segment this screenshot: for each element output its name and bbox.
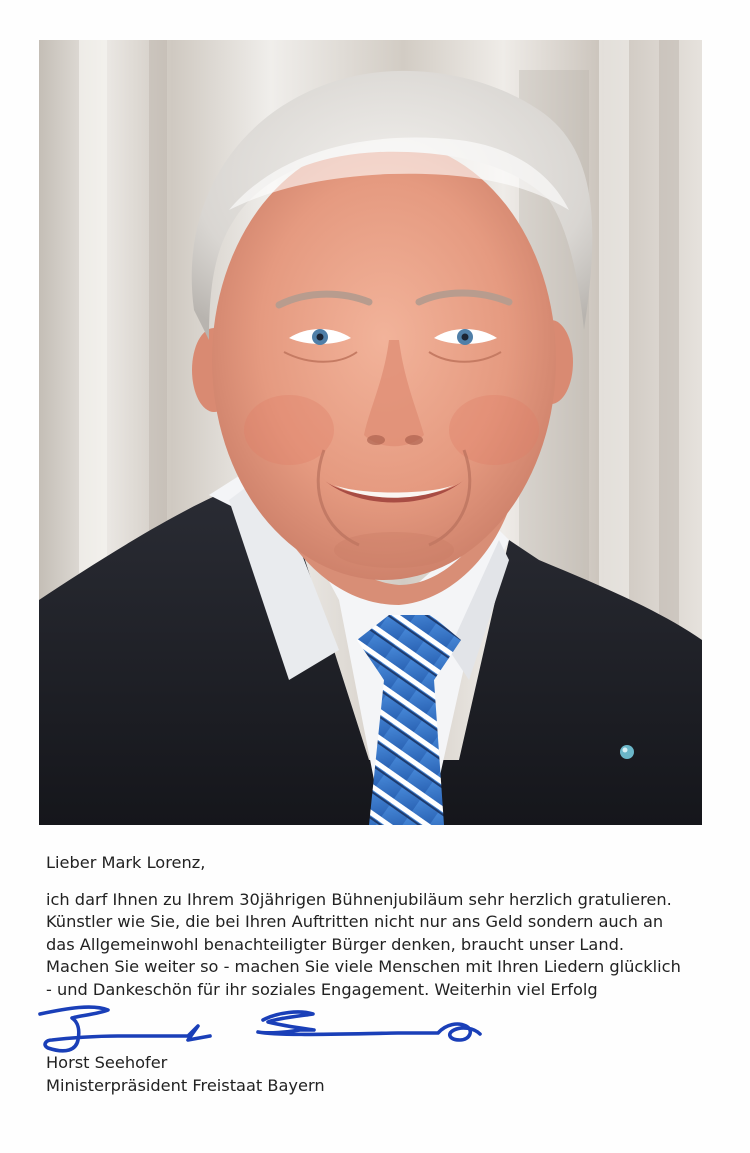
letter-body-line: Künstler wie Sie, die bei Ihren Auftritten nicht nur ans Geld sondern auch an bbox=[46, 912, 664, 931]
portrait-photo bbox=[39, 40, 702, 825]
portrait-illustration bbox=[39, 40, 702, 825]
handwritten-signature bbox=[38, 1000, 498, 1058]
letter-body-line: das Allgemeinwohl benachteiligter Bürger denken, braucht unser Land. bbox=[46, 934, 625, 954]
letter-body-line: - und Dankeschön für ihr soziales Engagement. Weiterhin viel Erfolg bbox=[46, 979, 598, 999]
sender-name: Horst Seehofer bbox=[46, 1053, 168, 1072]
letter-body-line: Machen Sie weiter so - machen Sie viele Menschen mit Ihren Liedern glücklich bbox=[46, 957, 681, 976]
letter-text bbox=[46, 852, 726, 1001]
sender-block bbox=[46, 1051, 325, 1097]
salutation: Lieber Mark Lorenz, bbox=[46, 853, 206, 872]
sender-title: Ministerpräsident Freistaat Bayern bbox=[46, 1076, 325, 1095]
letter-body-line: ich darf Ihnen zu Ihrem 30jährigen Bühnenjubiläum sehr herzlich gratulieren. bbox=[46, 889, 672, 909]
